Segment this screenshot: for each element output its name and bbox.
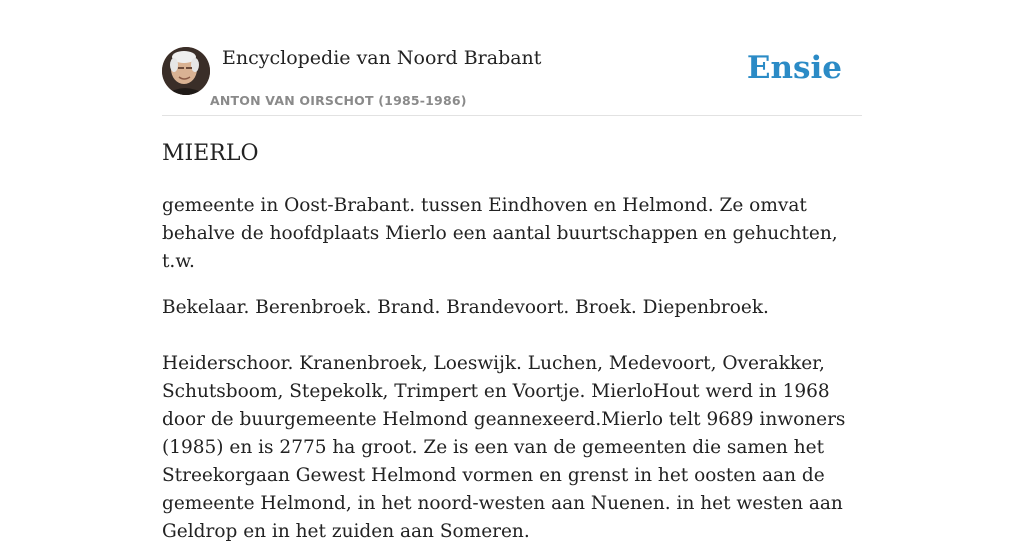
article <box>162 138 862 546</box>
author-portrait-icon <box>162 47 210 95</box>
brand-logo[interactable]: Ensie <box>746 50 842 86</box>
page-header <box>162 46 862 116</box>
article-paragraph: Bekelaar. Berenbroek. Brand. Brandevoort. Broek. Diepenbroek. <box>162 297 769 318</box>
source-title[interactable]: Encyclopedie van Noord Brabant <box>222 47 542 69</box>
article-paragraph: Heiderschoor. Kranenbroek, Loeswijk. Luchen, Medevoort, Overakker, Schutsboom, Stepekolk, Trimpert en Voortje. MierloHout werd in 1968 door de buurgemeente Helmond geannexeerd.Mierlo telt 9689 inwoners (1985) en is 2775 ha groot. Ze is een van de gemeenten die samen het Streekorgaan Gewest Helmond vormen en grenst in het oosten aan de gemeente Helmond, in het noord-westen aan Nuenen. in het westen aan Geldrop en in het zuiden aan Someren. <box>162 353 846 542</box>
article-paragraph: gemeente in Oost-Brabant. tussen Eindhoven en Helmond. Ze omvat behalve de hoofdplaats Mierlo een aantal buurtschappen en gehuchten, t.w. <box>162 195 838 272</box>
author-name[interactable]: ANTON VAN OIRSCHOT (1985-1986) <box>210 93 467 108</box>
author-avatar[interactable] <box>162 47 210 95</box>
article-title: MIERLO <box>162 141 259 166</box>
